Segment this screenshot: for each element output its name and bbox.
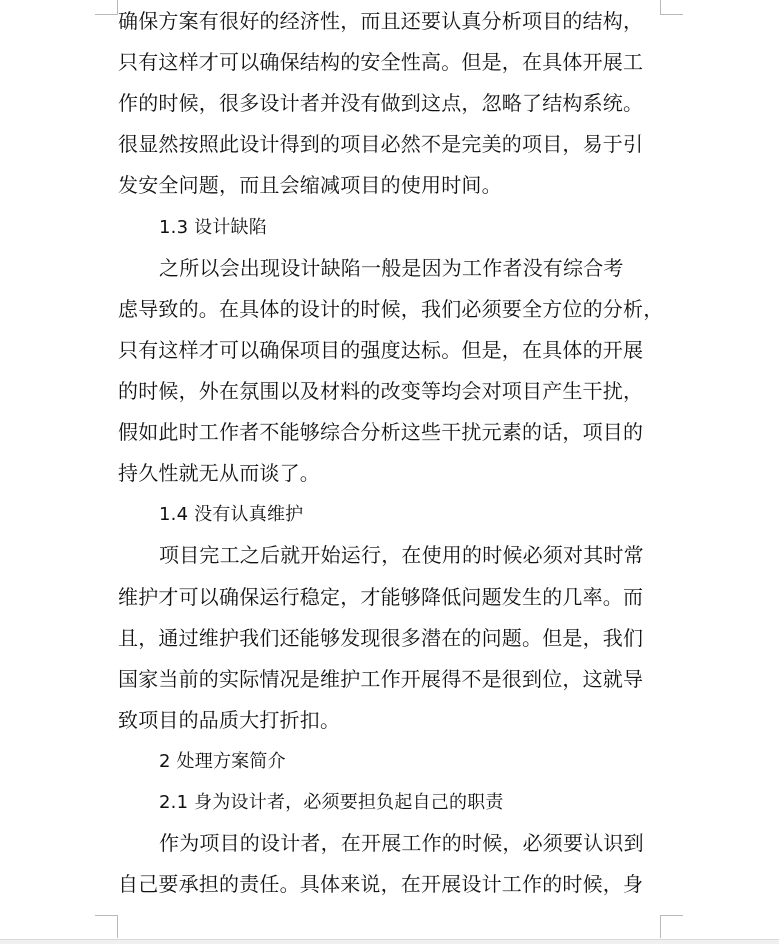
- page-bottom-gap: [0, 939, 779, 944]
- body-text-line: 国家当前的实际情况是维护工作开展得不是很到位，这就导: [118, 666, 644, 691]
- section-heading-2-1: 2.1 身为设计者，必须要担负起自己的职责: [159, 792, 504, 814]
- bottom-left-margin-mark: [95, 915, 118, 938]
- top-right-margin-mark: [660, 0, 683, 15]
- body-text-line: 虑导致的。在具体的设计的时候，我们必须要全方位的分析，: [118, 296, 664, 321]
- body-text-line: 维护才可以确保运行稳定，才能够降低问题发生的几率。而: [118, 584, 644, 609]
- body-text-line: 确保方案有很好的经济性，而且还要认真分析项目的结构，: [118, 9, 644, 33]
- body-text-line: 很显然按照此设计得到的项目必然不是完美的项目，易于引: [118, 132, 644, 157]
- top-left-margin-mark: [95, 0, 118, 15]
- section-heading-2: 2 处理方案简介: [159, 750, 286, 772]
- body-text-line: 自己要承担的责任。具体来说，在开展设计工作的时候，身: [118, 872, 644, 897]
- body-text-line: 的时候，外在氛围以及材料的改变等均会对项目产生干扰，: [118, 378, 644, 403]
- paragraph-first-line: 项目完工之后就开始运行，在使用的时候必须对其时常: [159, 543, 644, 568]
- body-text-line: 假如此时工作者不能够综合分析这些干扰元素的话，项目的: [118, 420, 644, 445]
- bottom-right-margin-mark: [660, 915, 683, 938]
- section-heading-1-4: 1.4 没有认真维护: [159, 504, 304, 526]
- body-text-line: 致项目的品质大打折扣。: [118, 707, 341, 732]
- body-text-line: 只有这样才可以确保结构的安全性高。但是，在具体开展工: [118, 50, 644, 75]
- body-text-line: 作的时候，很多设计者并没有做到这点，忽略了结构系统。: [118, 91, 644, 116]
- paragraph-first-line: 作为项目的设计者，在开展工作的时候，必须要认识到: [159, 831, 644, 856]
- body-text-line: 发安全问题，而且会缩减项目的使用时间。: [118, 173, 502, 198]
- document-body: [118, 1, 663, 905]
- body-text-line: 且，通过维护我们还能够发现很多潜在的问题。但是，我们: [118, 625, 644, 650]
- paragraph-first-line: 之所以会出现设计缺陷一般是因为工作者没有综合考: [159, 255, 624, 280]
- section-heading-1-3: 1.3 设计缺陷: [159, 216, 267, 238]
- body-text-line: 只有这样才可以确保项目的强度达标。但是，在具体的开展: [118, 337, 644, 362]
- body-text-line: 持久性就无从而谈了。: [118, 461, 320, 486]
